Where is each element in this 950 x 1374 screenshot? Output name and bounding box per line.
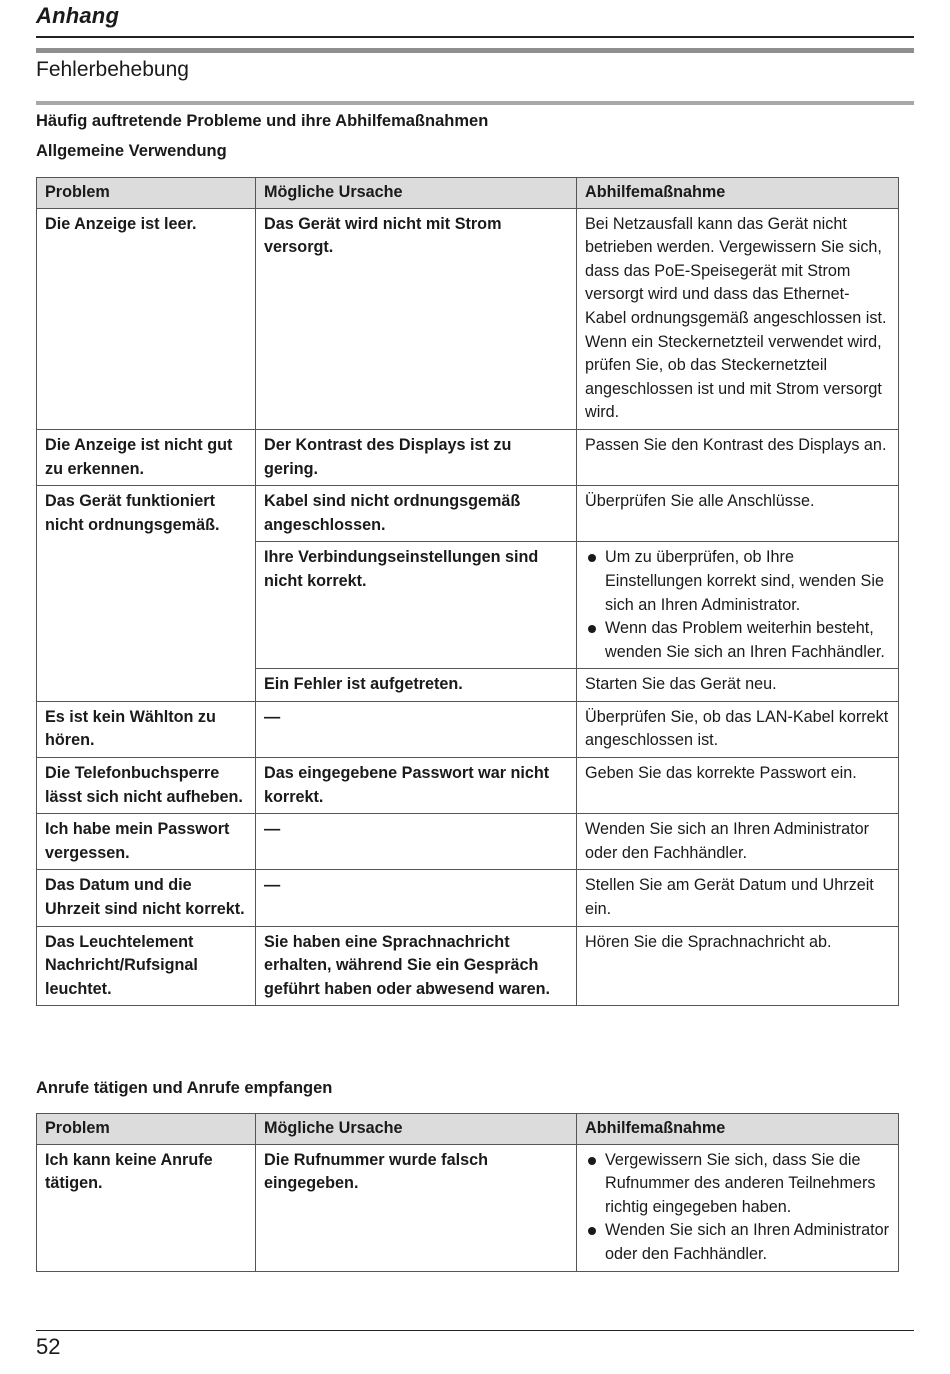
remedy-bullet-list <box>585 1149 890 1267</box>
table-row <box>37 926 899 1006</box>
section-title: Fehlerbehebung <box>36 58 189 81</box>
footer-rule <box>36 1330 914 1331</box>
remedy-cell <box>577 1144 899 1271</box>
table1-title: Allgemeine Verwendung <box>36 142 227 160</box>
cause-cell: — <box>256 870 577 926</box>
problem-cell: Die Telefonbuchsperre lässt sich nicht aufheben. <box>37 758 256 814</box>
remedy-cell: Hören Sie die Sprachnachricht ab. <box>577 926 899 1006</box>
cause-cell: Der Kontrast des Displays ist zu gering. <box>256 429 577 485</box>
table-row <box>37 486 899 542</box>
subsection-title: Häufig auftretende Probleme und ihre Abhilfemaßnahmen <box>36 112 489 130</box>
troubleshooting-table-general <box>36 177 899 1006</box>
remedy-bullet-item: Wenn das Problem weiterhin besteht, wenden Sie sich an Ihren Fachhändler. <box>585 617 890 664</box>
table2-title: Anrufe tätigen und Anrufe empfangen <box>36 1079 333 1097</box>
table-header-row <box>37 1114 899 1145</box>
column-header-cause: Mögliche Ursache <box>256 178 577 209</box>
table-row <box>37 701 899 757</box>
remedy-cell: Passen Sie den Kontrast des Displays an. <box>577 429 899 485</box>
remedy-cell <box>577 542 899 669</box>
chapter-title: Anhang <box>36 3 120 28</box>
problem-cell: Das Gerät funktioniert nicht ordnungsgemäß. <box>37 486 256 702</box>
cause-cell: Kabel sind nicht ordnungsgemäß angeschlossen. <box>256 486 577 542</box>
remedy-bullet-list <box>585 546 890 664</box>
cause-cell: Die Rufnummer wurde falsch eingegeben. <box>256 1144 577 1271</box>
remedy-bullet-item: Wenden Sie sich an Ihren Administrator oder den Fachhändler. <box>585 1219 890 1266</box>
remedy-cell: Starten Sie das Gerät neu. <box>577 669 899 702</box>
table-header-row <box>37 178 899 209</box>
column-header-remedy: Abhilfemaßnahme <box>577 1114 899 1145</box>
problem-cell: Es ist kein Wählton zu hören. <box>37 701 256 757</box>
remedy-cell: Überprüfen Sie alle Anschlüsse. <box>577 486 899 542</box>
column-header-remedy: Abhilfemaßnahme <box>577 178 899 209</box>
problem-cell: Die Anzeige ist leer. <box>37 208 256 429</box>
cause-cell: Sie haben eine Sprachnachricht erhalten, während Sie ein Gespräch geführt haben oder abwesend waren. <box>256 926 577 1006</box>
page-number: 52 <box>36 1334 61 1359</box>
column-header-cause: Mögliche Ursache <box>256 1114 577 1145</box>
cause-cell: Ihre Verbindungseinstellungen sind nicht korrekt. <box>256 542 577 669</box>
remedy-bullet-item: Vergewissern Sie sich, dass Sie die Rufnummer des anderen Teilnehmers richtig eingegeben haben. <box>585 1149 890 1220</box>
remedy-cell: Wenden Sie sich an Ihren Administrator oder den Fachhändler. <box>577 814 899 870</box>
header-bar <box>36 48 914 53</box>
table-row <box>37 814 899 870</box>
column-header-problem: Problem <box>37 1114 256 1145</box>
problem-cell: Ich habe mein Passwort vergessen. <box>37 814 256 870</box>
header-rule <box>36 36 914 38</box>
table-row <box>37 429 899 485</box>
problem-cell: Ich kann keine Anrufe tätigen. <box>37 1144 256 1271</box>
table-row <box>37 758 899 814</box>
remedy-cell: Bei Netzausfall kann das Gerät nicht betrieben werden. Vergewissern Sie sich, dass das PoE-Speisegerät mit Strom versorgt wird und dass das Ethernet-Kabel ordnungsgemäß angeschlossen ist. Wenn ein Steckernetzteil verwendet wird, prüfen Sie, ob das Steckernetzteil angeschlossen ist und mit Strom versorgt wird. <box>577 208 899 429</box>
table-row <box>37 870 899 926</box>
column-header-problem: Problem <box>37 178 256 209</box>
remedy-cell: Geben Sie das korrekte Passwort ein. <box>577 758 899 814</box>
problem-cell: Das Datum und die Uhrzeit sind nicht korrekt. <box>37 870 256 926</box>
cause-cell: Das Gerät wird nicht mit Strom versorgt. <box>256 208 577 429</box>
section-rule <box>36 101 914 105</box>
table-row <box>37 1144 899 1271</box>
cause-cell: Das eingegebene Passwort war nicht korrekt. <box>256 758 577 814</box>
problem-cell: Das Leuchtelement Nachricht/Rufsignal leuchtet. <box>37 926 256 1006</box>
cause-cell: Ein Fehler ist aufgetreten. <box>256 669 577 702</box>
remedy-cell: Stellen Sie am Gerät Datum und Uhrzeit ein. <box>577 870 899 926</box>
troubleshooting-table-calls <box>36 1113 899 1272</box>
remedy-cell: Überprüfen Sie, ob das LAN-Kabel korrekt angeschlossen ist. <box>577 701 899 757</box>
cause-cell: — <box>256 701 577 757</box>
cause-cell: — <box>256 814 577 870</box>
problem-cell: Die Anzeige ist nicht gut zu erkennen. <box>37 429 256 485</box>
remedy-bullet-item: Um zu überprüfen, ob Ihre Einstellungen korrekt sind, wenden Sie sich an Ihren Administrator. <box>585 546 890 617</box>
table-row <box>37 208 899 429</box>
